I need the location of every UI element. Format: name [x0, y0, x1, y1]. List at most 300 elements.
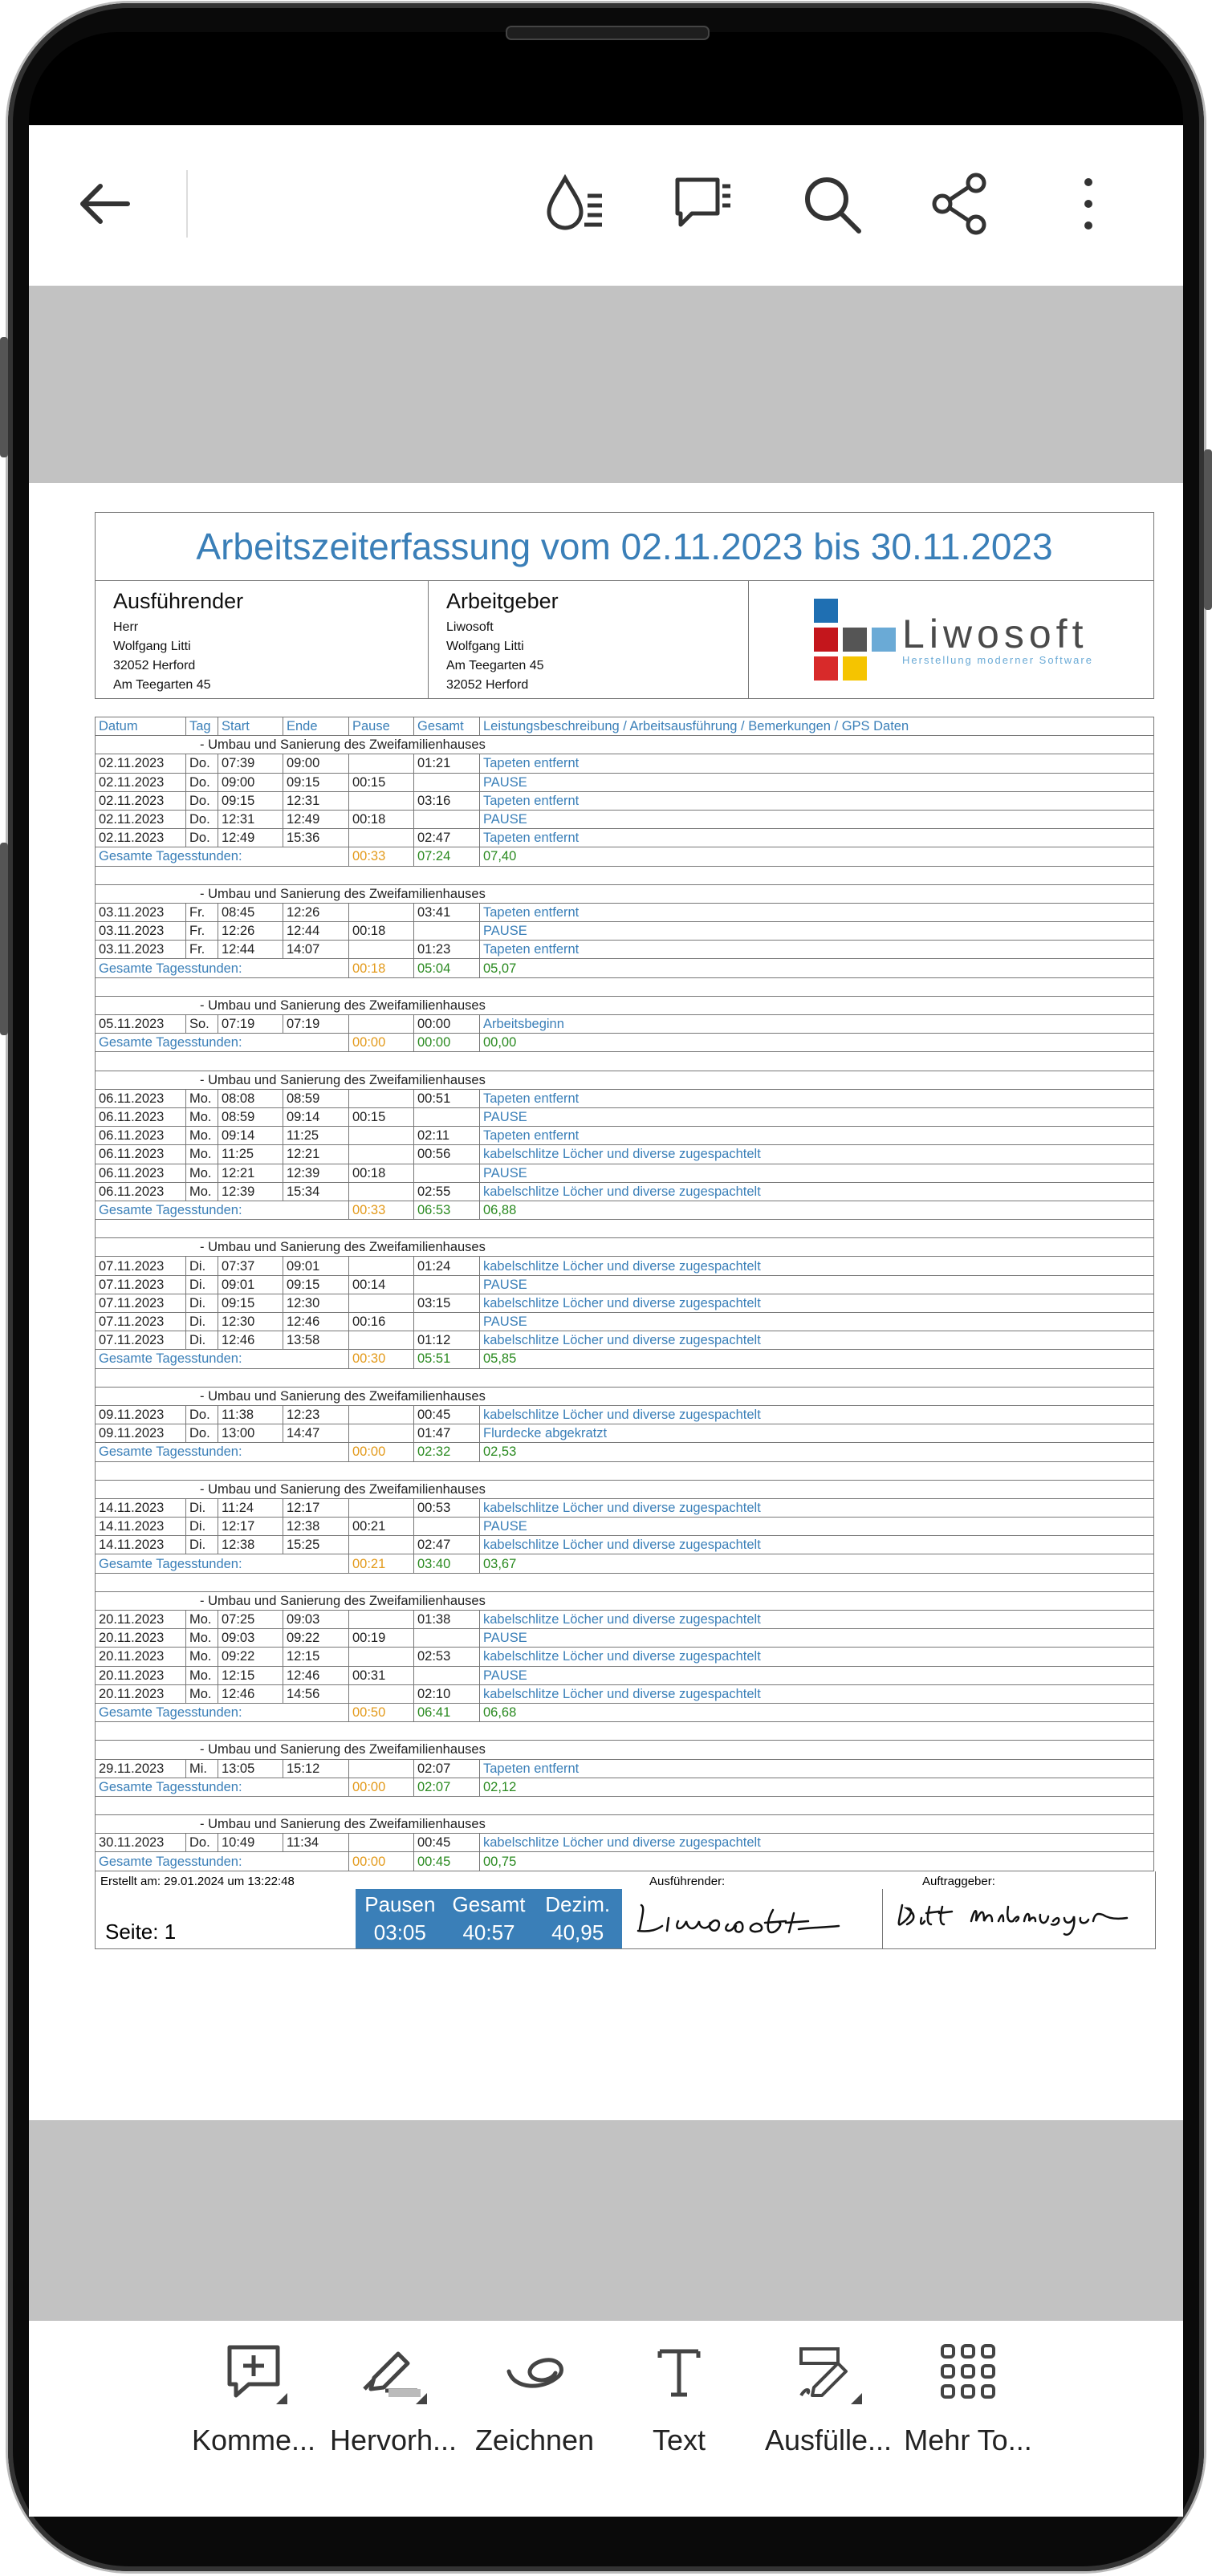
spacer-cell [96, 866, 1154, 884]
spacer-cell [96, 1796, 1154, 1814]
group-row [96, 1815, 1154, 1834]
table-cell: 20.11.2023 [96, 1611, 186, 1629]
pdf-page[interactable] [29, 483, 1183, 2120]
table-row [96, 1015, 1154, 1034]
day-total-hours: 06:41 [414, 1703, 480, 1721]
day-total-decimal: 02,12 [480, 1778, 1154, 1796]
totals-box [356, 1889, 622, 1948]
day-total-hours: 05:04 [414, 959, 480, 977]
table-cell: 12:31 [283, 791, 349, 810]
table-cell: 01:12 [414, 1331, 480, 1350]
table-row [96, 791, 1154, 810]
table-cell: 14:07 [283, 941, 349, 959]
table-row [96, 1089, 1154, 1107]
table-cell: 02.11.2023 [96, 791, 186, 810]
time-log-table [95, 717, 1154, 1871]
table-cell: 12:38 [283, 1518, 349, 1536]
table-cell: Di. [186, 1518, 218, 1536]
table-cell [349, 1257, 414, 1275]
table-cell: 12:49 [283, 810, 349, 828]
bottom-toolbar [29, 2321, 1183, 2517]
table-cell: 07:37 [218, 1257, 283, 1275]
table-cell: 12:46 [218, 1684, 283, 1703]
table-cell [414, 773, 480, 791]
day-total-row [96, 1778, 1154, 1796]
table-cell: 14:56 [283, 1684, 349, 1703]
table-cell: Mo. [186, 1666, 218, 1684]
table-cell: 14.11.2023 [96, 1518, 186, 1536]
table-cell: 13:05 [218, 1759, 283, 1778]
table-cell: Do. [186, 810, 218, 828]
table-cell: Mo. [186, 1629, 218, 1648]
table-cell: 12:23 [283, 1405, 349, 1424]
table-cell: 02:11 [414, 1127, 480, 1145]
table-cell: 09:22 [218, 1648, 283, 1666]
table-cell: 06.11.2023 [96, 1164, 186, 1182]
day-total-hours: 02:07 [414, 1778, 480, 1796]
table-header-row [96, 717, 1154, 736]
table-cell: 00:14 [349, 1275, 414, 1294]
spacer-row [96, 1368, 1154, 1387]
table-cell: 02.11.2023 [96, 754, 186, 773]
tool-label: Ausfülle... [764, 2424, 893, 2456]
table-cell: 12:44 [283, 922, 349, 941]
day-total-row [96, 1350, 1154, 1368]
table-cell: 11:25 [218, 1145, 283, 1164]
day-total-pause: 00:33 [349, 847, 414, 866]
day-total-label: Gesamte Tagesstunden: [96, 1703, 349, 1721]
table-cell: 09:14 [218, 1127, 283, 1145]
table-cell: Mo. [186, 1107, 218, 1126]
table-cell: Flurdecke abgekratzt [480, 1424, 1154, 1443]
side-button-left-1 [0, 337, 8, 457]
table-cell: Do. [186, 1405, 218, 1424]
spacer-row [96, 1573, 1154, 1591]
table-cell [349, 1498, 414, 1517]
table-cell: 11:24 [218, 1498, 283, 1517]
table-cell: 06.11.2023 [96, 1127, 186, 1145]
day-total-hours: 07:24 [414, 847, 480, 866]
tool-label: Komme... [191, 2424, 316, 2456]
table-cell: 00:15 [349, 1107, 414, 1126]
col-header: Ende [283, 717, 349, 736]
table-cell: 12:30 [283, 1294, 349, 1312]
speaker-grill [506, 26, 710, 40]
table-cell [349, 1015, 414, 1034]
table-cell: 02.11.2023 [96, 829, 186, 847]
table-cell: 08:08 [218, 1089, 283, 1107]
table-cell [414, 1107, 480, 1126]
table-cell: Di. [186, 1294, 218, 1312]
table-cell: kabelschlitze Löcher und diverse zugespachtelt [480, 1182, 1154, 1201]
table-cell: Di. [186, 1313, 218, 1331]
table-cell: 13:58 [283, 1331, 349, 1350]
table-cell: kabelschlitze Löcher und diverse zugespachtelt [480, 1611, 1154, 1629]
spacer-row [96, 1796, 1154, 1814]
table-cell: kabelschlitze Löcher und diverse zugespachtelt [480, 1294, 1154, 1312]
day-total-row [96, 1852, 1154, 1871]
tool-label: Text [652, 2424, 706, 2456]
employer-line: 32052 Herford [446, 678, 529, 692]
table-cell: Do. [186, 754, 218, 773]
group-row [96, 736, 1154, 754]
table-cell: 07.11.2023 [96, 1257, 186, 1275]
group-title: - Umbau und Sanierung des Zweifamilienhauses [96, 1238, 1154, 1257]
day-total-decimal: 00,00 [480, 1034, 1154, 1052]
table-cell: 15:36 [283, 829, 349, 847]
tool-highlight[interactable] [321, 2327, 466, 2457]
table-cell: Di. [186, 1536, 218, 1554]
table-cell: 29.11.2023 [96, 1759, 186, 1778]
table-cell: 00:31 [349, 1666, 414, 1684]
table-cell: 06.11.2023 [96, 1089, 186, 1107]
table-cell: 09:15 [283, 773, 349, 791]
day-total-decimal: 03,67 [480, 1554, 1154, 1573]
table-cell: Tapeten entfernt [480, 1127, 1154, 1145]
day-total-pause: 00:50 [349, 1703, 414, 1721]
table-row [96, 903, 1154, 921]
day-total-decimal: 05,85 [480, 1350, 1154, 1368]
more-vert-icon[interactable] [1048, 164, 1129, 244]
table-cell: 03.11.2023 [96, 903, 186, 921]
day-total-pause: 00:18 [349, 959, 414, 977]
table-cell: 09.11.2023 [96, 1424, 186, 1443]
table-cell: kabelschlitze Löcher und diverse zugespachtelt [480, 1145, 1154, 1164]
total-pause-value: 03:05 [373, 1920, 426, 1944]
table-cell: Do. [186, 1834, 218, 1852]
search-icon[interactable] [791, 164, 872, 244]
group-row [96, 1591, 1154, 1610]
table-cell: Tapeten entfernt [480, 754, 1154, 773]
table-cell: kabelschlitze Löcher und diverse zugespachtelt [480, 1648, 1154, 1666]
table-cell: 00:18 [349, 922, 414, 941]
employer-block [429, 581, 749, 698]
table-cell: 12:26 [218, 922, 283, 941]
total-hours-value: 40:57 [462, 1920, 515, 1944]
table-cell: 05.11.2023 [96, 1015, 186, 1034]
table-cell [414, 1518, 480, 1536]
table-cell: 09:00 [218, 773, 283, 791]
day-total-label: Gesamte Tagesstunden: [96, 959, 349, 977]
table-cell: Mo. [186, 1611, 218, 1629]
table-cell: Di. [186, 1498, 218, 1517]
tool-more[interactable] [896, 2327, 1040, 2457]
table-cell: 00:00 [414, 1015, 480, 1034]
day-total-label: Gesamte Tagesstunden: [96, 1201, 349, 1219]
table-cell: 00:21 [349, 1518, 414, 1536]
table-cell: 07.11.2023 [96, 1294, 186, 1312]
day-total-row [96, 959, 1154, 977]
executor-heading: Ausführender [113, 589, 244, 613]
draw-icon [462, 2327, 607, 2416]
back-arrow-icon[interactable] [64, 164, 144, 244]
day-total-label: Gesamte Tagesstunden: [96, 1034, 349, 1052]
totals-header: Gesamt [452, 1891, 526, 1916]
tool-draw[interactable] [462, 2327, 607, 2457]
table-cell: 07.11.2023 [96, 1275, 186, 1294]
share-icon[interactable] [920, 164, 1000, 244]
table-cell: 20.11.2023 [96, 1684, 186, 1703]
employer-line: Am Teegarten 45 [446, 659, 544, 672]
table-row [96, 1313, 1154, 1331]
table-cell: 02:53 [414, 1648, 480, 1666]
table-cell: 01:21 [414, 754, 480, 773]
table-cell: kabelschlitze Löcher und diverse zugespachtelt [480, 1834, 1154, 1852]
totals-header: Dezim. [545, 1891, 611, 1916]
day-total-row [96, 1034, 1154, 1052]
table-cell: kabelschlitze Löcher und diverse zugespachtelt [480, 1498, 1154, 1517]
executor-line: Am Teegarten 45 [113, 678, 211, 692]
highlighter-icon [321, 2327, 466, 2416]
table-row [96, 1648, 1154, 1666]
logo-name: Liwosoft [902, 611, 1088, 656]
table-cell: PAUSE [480, 773, 1154, 791]
table-row [96, 1518, 1154, 1536]
day-total-pause: 00:00 [349, 1034, 414, 1052]
day-total-pause: 00:00 [349, 1443, 414, 1461]
table-cell: 02:10 [414, 1684, 480, 1703]
time-log-body [96, 717, 1154, 1871]
table-cell: 01:38 [414, 1611, 480, 1629]
table-cell: PAUSE [480, 810, 1154, 828]
table-cell: kabelschlitze Löcher und diverse zugespachtelt [480, 1405, 1154, 1424]
table-cell: 06.11.2023 [96, 1145, 186, 1164]
day-total-row [96, 1554, 1154, 1573]
table-cell: 08:59 [218, 1107, 283, 1126]
table-cell: 15:12 [283, 1759, 349, 1778]
table-cell [414, 1666, 480, 1684]
table-cell: Tapeten entfernt [480, 791, 1154, 810]
group-title: - Umbau und Sanierung des Zweifamilienhauses [96, 1815, 1154, 1834]
table-cell: Di. [186, 1331, 218, 1350]
document-title: Arbeitszeiterfassung vom 02.11.2023 bis 30.11.2023 [95, 512, 1154, 581]
table-cell [414, 1164, 480, 1182]
group-title: - Umbau und Sanierung des Zweifamilienhauses [96, 1480, 1154, 1498]
table-cell: 12:44 [218, 941, 283, 959]
table-cell: 20.11.2023 [96, 1666, 186, 1684]
executor-line: Wolfgang Litti [113, 640, 191, 653]
created-timestamp: Erstellt am: 29.01.2024 um 13:22:48 [100, 1874, 295, 1888]
table-cell: Do. [186, 829, 218, 847]
employer-line: Liwosoft [446, 620, 494, 634]
table-cell [349, 829, 414, 847]
table-cell: Fr. [186, 922, 218, 941]
group-title: - Umbau und Sanierung des Zweifamilienhauses [96, 736, 1154, 754]
table-cell [349, 941, 414, 959]
table-cell: 12:39 [218, 1182, 283, 1201]
table-cell: 09:14 [283, 1107, 349, 1126]
document-header [95, 581, 1154, 699]
table-cell: 01:47 [414, 1424, 480, 1443]
table-row [96, 1666, 1154, 1684]
timesheet-document [95, 512, 1154, 1949]
table-cell: 20.11.2023 [96, 1648, 186, 1666]
table-cell [349, 1536, 414, 1554]
table-cell: 07.11.2023 [96, 1331, 186, 1350]
group-title: - Umbau und Sanierung des Zweifamilienhauses [96, 996, 1154, 1014]
day-total-row [96, 1201, 1154, 1219]
table-cell: 07:19 [218, 1015, 283, 1034]
table-cell [349, 1405, 414, 1424]
table-cell: 09:01 [218, 1275, 283, 1294]
table-cell: 12:30 [218, 1313, 283, 1331]
customer-signature [882, 1889, 1156, 1948]
company-logo [749, 581, 1153, 698]
toolbar-divider [186, 170, 188, 238]
col-header: Pause [349, 717, 414, 736]
day-total-row [96, 1443, 1154, 1461]
totals-header: Pausen [364, 1891, 436, 1916]
table-cell: 00:53 [414, 1498, 480, 1517]
table-cell [349, 1834, 414, 1852]
table-cell: kabelschlitze Löcher und diverse zugespachtelt [480, 1331, 1154, 1350]
table-cell: 03:41 [414, 903, 480, 921]
table-cell [349, 1182, 414, 1201]
col-header: Gesamt [414, 717, 480, 736]
spacer-row [96, 1220, 1154, 1238]
table-cell [349, 754, 414, 773]
group-title: - Umbau und Sanierung des Zweifamilienhauses [96, 884, 1154, 903]
table-cell [414, 1275, 480, 1294]
day-total-hours: 00:45 [414, 1852, 480, 1871]
table-cell [349, 1127, 414, 1145]
table-row [96, 1498, 1154, 1517]
spacer-cell [96, 1461, 1154, 1480]
day-total-label: Gesamte Tagesstunden: [96, 847, 349, 866]
table-cell: 02:47 [414, 1536, 480, 1554]
table-cell: Do. [186, 791, 218, 810]
spacer-cell [96, 1722, 1154, 1741]
table-cell: PAUSE [480, 1164, 1154, 1182]
day-total-decimal: 02,53 [480, 1443, 1154, 1461]
table-cell: PAUSE [480, 1275, 1154, 1294]
table-row [96, 829, 1154, 847]
table-cell: Do. [186, 1424, 218, 1443]
table-row [96, 1424, 1154, 1443]
table-cell: Tapeten entfernt [480, 903, 1154, 921]
table-cell: Arbeitsbeginn [480, 1015, 1154, 1034]
table-row [96, 941, 1154, 959]
day-total-pause: 00:00 [349, 1852, 414, 1871]
day-total-pause: 00:00 [349, 1778, 414, 1796]
day-total-hours: 05:51 [414, 1350, 480, 1368]
top-toolbar [29, 125, 1183, 282]
table-cell [414, 1629, 480, 1648]
reflow-icon[interactable] [535, 164, 615, 244]
table-cell: 08:45 [218, 903, 283, 921]
table-cell: 12:46 [218, 1331, 283, 1350]
table-cell: 00:45 [414, 1834, 480, 1852]
spacer-cell [96, 1052, 1154, 1071]
table-row [96, 1536, 1154, 1554]
table-row [96, 922, 1154, 941]
table-row [96, 1257, 1154, 1275]
table-cell [349, 1331, 414, 1350]
table-cell: 00:15 [349, 773, 414, 791]
spacer-row [96, 1722, 1154, 1741]
table-cell: Mo. [186, 1684, 218, 1703]
executor-signature-label: Ausführender: [649, 1874, 726, 1888]
spacer-row [96, 866, 1154, 884]
col-header: Tag [186, 717, 218, 736]
table-cell: 12:21 [283, 1145, 349, 1164]
table-cell: 00:19 [349, 1629, 414, 1648]
table-cell [349, 1294, 414, 1312]
table-row [96, 1405, 1154, 1424]
table-cell: 01:23 [414, 941, 480, 959]
page-number: Seite: 1 [105, 1919, 177, 1944]
total-decimal-value: 40,95 [551, 1920, 604, 1944]
table-cell: 02:47 [414, 829, 480, 847]
table-cell: 15:34 [283, 1182, 349, 1201]
table-cell: Mo. [186, 1089, 218, 1107]
table-cell: Fr. [186, 941, 218, 959]
table-row [96, 754, 1154, 773]
tool-comment[interactable] [181, 2327, 326, 2457]
day-total-row [96, 1703, 1154, 1721]
table-cell [349, 1424, 414, 1443]
table-row [96, 1684, 1154, 1703]
table-cell: 09:03 [283, 1611, 349, 1629]
comments-list-icon[interactable] [663, 164, 743, 244]
table-cell: 09:00 [283, 754, 349, 773]
table-cell: So. [186, 1015, 218, 1034]
table-cell: Tapeten entfernt [480, 1089, 1154, 1107]
table-cell: 15:25 [283, 1536, 349, 1554]
logo-squares-icon [809, 595, 905, 684]
table-cell: kabelschlitze Löcher und diverse zugespachtelt [480, 1257, 1154, 1275]
table-cell: 00:18 [349, 810, 414, 828]
table-cell: 12:46 [283, 1313, 349, 1331]
table-cell: 03:15 [414, 1294, 480, 1312]
table-cell: Tapeten entfernt [480, 941, 1154, 959]
table-cell: 07:25 [218, 1611, 283, 1629]
table-cell: 11:34 [283, 1834, 349, 1852]
table-cell: 10:49 [218, 1834, 283, 1852]
table-cell: 20.11.2023 [96, 1629, 186, 1648]
table-cell: Mo. [186, 1648, 218, 1666]
executor-block [96, 581, 429, 698]
table-cell: 12:49 [218, 829, 283, 847]
table-cell: 09:22 [283, 1629, 349, 1648]
table-cell: 09.11.2023 [96, 1405, 186, 1424]
table-cell: PAUSE [480, 1518, 1154, 1536]
table-cell: 14:47 [283, 1424, 349, 1443]
tool-fill-sign[interactable] [756, 2327, 901, 2457]
table-row [96, 1127, 1154, 1145]
day-total-hours: 02:32 [414, 1443, 480, 1461]
table-row [96, 1164, 1154, 1182]
table-cell: 30.11.2023 [96, 1834, 186, 1852]
tool-text[interactable] [607, 2327, 751, 2457]
group-row [96, 1071, 1154, 1089]
table-cell: 03.11.2023 [96, 941, 186, 959]
table-row [96, 810, 1154, 828]
spacer-row [96, 1461, 1154, 1480]
table-cell [349, 1684, 414, 1703]
day-total-hours: 00:00 [414, 1034, 480, 1052]
spacer-cell [96, 1368, 1154, 1387]
employer-line: Wolfgang Litti [446, 640, 524, 653]
table-cell: PAUSE [480, 1629, 1154, 1648]
table-row [96, 1759, 1154, 1778]
day-total-decimal: 00,75 [480, 1852, 1154, 1871]
table-cell: 14.11.2023 [96, 1536, 186, 1554]
day-total-label: Gesamte Tagesstunden: [96, 1554, 349, 1573]
executor-line: Herr [113, 620, 139, 634]
table-cell: 12:31 [218, 810, 283, 828]
table-cell: PAUSE [480, 1666, 1154, 1684]
